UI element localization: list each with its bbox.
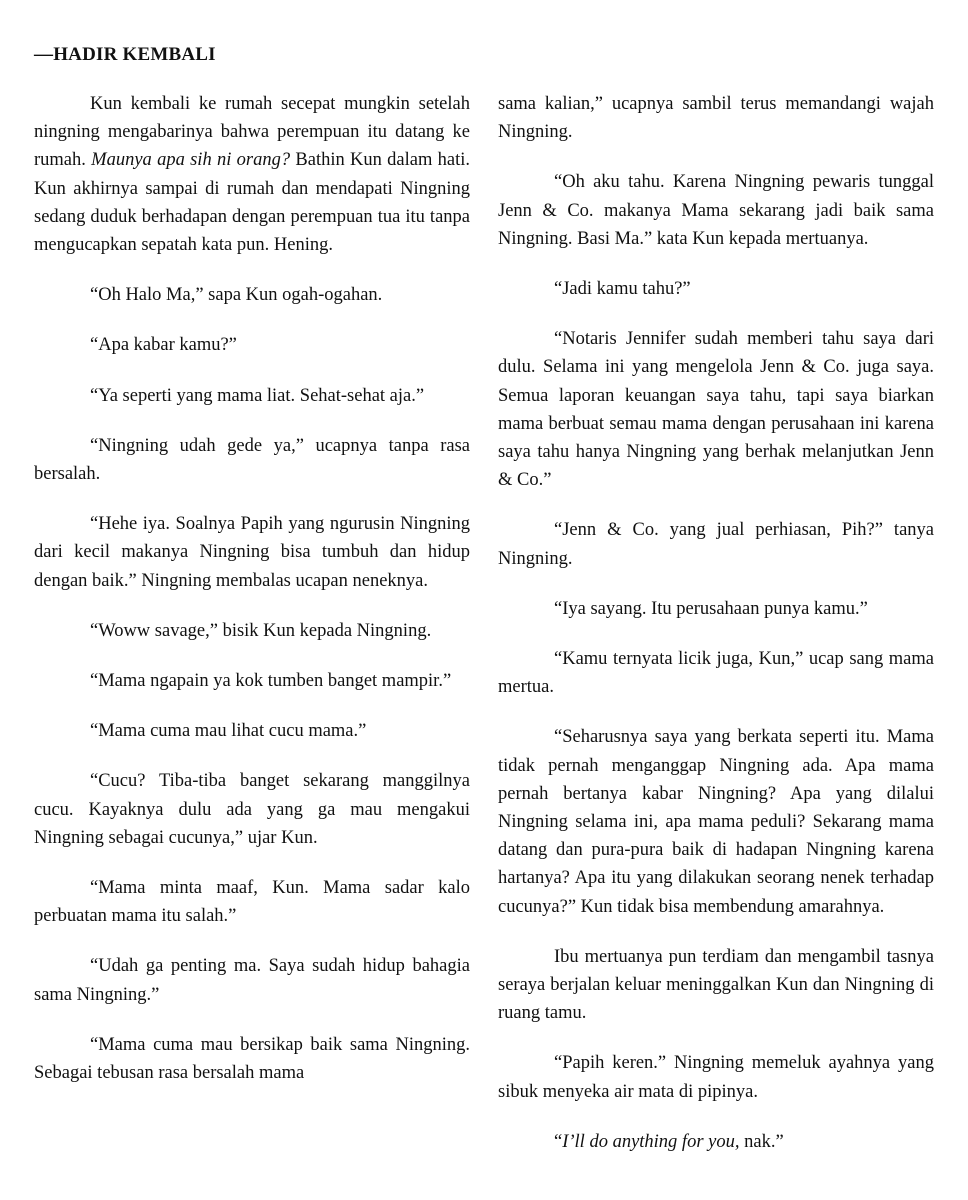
text-segment: “Kamu ternyata licik juga, Kun,” ucap sang mama mertua. xyxy=(498,649,934,698)
left-text-column xyxy=(34,90,470,1087)
text-segment: “Mama cuma mau lihat cucu mama.” xyxy=(90,721,367,742)
text-segment: “Iya sayang. Itu perusahaan punya kamu.” xyxy=(554,598,868,619)
paragraph xyxy=(498,595,934,623)
paragraph xyxy=(498,645,934,701)
text-segment: “Woww savage,” bisik Kun kepada Ningning. xyxy=(90,620,432,641)
italic-text: I’ll do anything for you, xyxy=(562,1131,740,1152)
paragraph xyxy=(34,667,470,695)
text-segment: “ xyxy=(554,1131,563,1152)
paragraph xyxy=(34,874,470,930)
paragraph xyxy=(34,331,470,359)
paragraph xyxy=(498,90,934,146)
text-segment: “Mama minta maaf, Kun. Mama sadar kalo perbuatan mama itu salah.” xyxy=(34,878,470,927)
text-segment: “Notaris Jennifer sudah memberi tahu saya dari dulu. Selama ini yang mengelola Jenn & Co. juga saya. Semua laporan keuangan saya tahu, tapi saya biarkan mama berbuat semau mama dengan perusahaan ini karena saya tahu hanya Ningning yang berhak melanjutkan Jenn & Co.” xyxy=(498,329,934,491)
text-segment: “Seharusnya saya yang berkata seperti itu. Mama tidak pernah menganggap Ningning ada. Apa mama pernah bertanya kabar Ningning? Apa yang dilalui Ningning selama ini, apa mama peduli? Sekarang mama datang dan pura-pura baik di hadapan Ningning karena hartanya? Apa itu yang dilakukan seorang nenek terhadap cucunya?” Kun tidak bisa membendung amarahnya. xyxy=(498,727,934,917)
paragraph xyxy=(498,275,934,303)
text-segment: Kun kembali ke rumah secepat mungkin setelah ningning mengabarinya bahwa perempuan itu datang ke rumah. xyxy=(34,94,470,171)
paragraph xyxy=(498,1128,934,1156)
text-segment: “Papih keren.” Ningning memeluk ayahnya yang sibuk menyeka air mata di pipinya. xyxy=(498,1053,934,1102)
paragraph xyxy=(498,325,934,494)
text-segment: Ibu mertuanya pun terdiam dan mengambil tasnya seraya berjalan keluar meninggalkan Kun dan Ningning di ruang tamu. xyxy=(498,946,934,1024)
text-segment: “Hehe iya. Soalnya Papih yang ngurusin Ningning dari kecil makanya Ningning bisa tumbuh dan hidup dengan baik.” Ningning membalas ucapan neneknya. xyxy=(34,514,470,591)
paragraph xyxy=(34,382,470,410)
text-segment: “Jenn & Co. yang jual perhiasan, Pih?” tanya Ningning. xyxy=(498,520,934,569)
text-segment: “Ningning udah gede ya,” ucapnya tanpa rasa bersalah. xyxy=(34,435,470,485)
paragraph xyxy=(498,943,934,1028)
paragraph xyxy=(34,432,470,488)
paragraph xyxy=(34,90,470,259)
paragraph xyxy=(34,767,470,852)
paragraph xyxy=(34,1031,470,1087)
paragraph xyxy=(498,168,934,253)
paragraph xyxy=(498,516,934,572)
paragraph xyxy=(498,1049,934,1105)
paragraph xyxy=(34,717,470,745)
chapter-title: —HADIR KEMBALI xyxy=(34,44,216,65)
paragraph xyxy=(34,510,470,595)
text-segment: “Jadi kamu tahu?” xyxy=(554,279,691,300)
text-segment: “Oh Halo Ma,” sapa Kun ogah-ogahan. xyxy=(90,285,383,306)
paragraph xyxy=(34,952,470,1008)
right-text-column xyxy=(498,90,934,1156)
text-segment: “Ya seperti yang mama liat. Sehat-sehat aja.” xyxy=(90,385,425,406)
paragraph xyxy=(34,617,470,645)
text-segment: “Mama ngapain ya kok tumben banget mampir.” xyxy=(90,671,452,692)
text-segment: “Apa kabar kamu?” xyxy=(90,335,237,356)
paragraph xyxy=(34,281,470,309)
text-segment: “Udah ga penting ma. Saya sudah hidup bahagia sama Ningning.” xyxy=(34,956,470,1005)
text-segment: Bathin Kun dalam hati. Kun akhirnya sampai di rumah dan mendapati Ningning sedang duduk berhadapan dengan perempuan tua itu tanpa mengucapkan sepatah kata pun. Hening. xyxy=(34,150,470,256)
text-segment: “Cucu? Tiba-tiba banget sekarang manggilnya cucu. Kayaknya dulu ada yang ga mau mengakui Ningning sebagai cucunya,” ujar Kun. xyxy=(34,771,470,848)
text-segment: “Oh aku tahu. Karena Ningning pewaris tunggal Jenn & Co. makanya Mama sekarang jadi baik sama Ningning. Basi Ma.” kata Kun kepada mertuanya. xyxy=(498,172,934,249)
text-segment: sama kalian,” ucapnya sambil terus memandangi wajah Ningning. xyxy=(498,94,934,143)
text-segment: “Mama cuma mau bersikap baik sama Ningning. Sebagai tebusan rasa bersalah mama xyxy=(34,1034,470,1084)
paragraph xyxy=(498,723,934,920)
text-segment: nak.” xyxy=(739,1131,784,1152)
italic-text: Maunya apa sih ni orang? xyxy=(91,150,291,171)
